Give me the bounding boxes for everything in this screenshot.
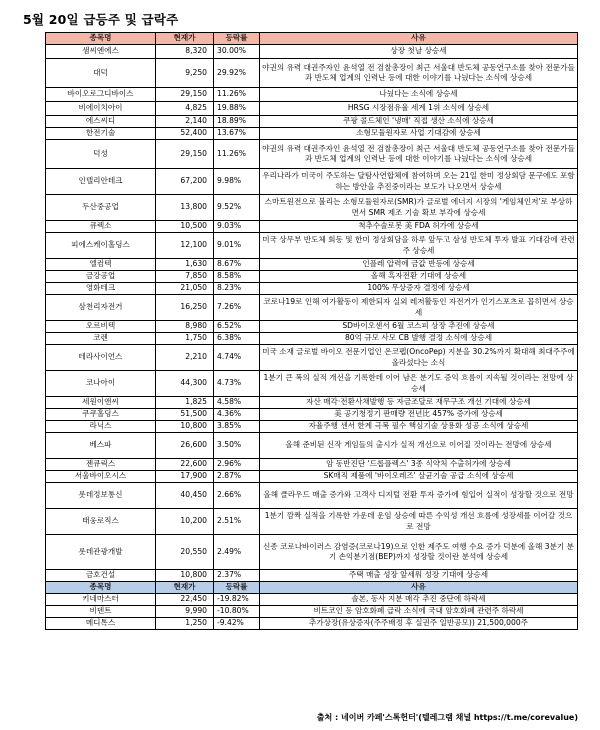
stock-price: 21,050 (156, 283, 214, 295)
stock-table (45, 32, 578, 630)
stock-rate: 4.74% (214, 345, 260, 371)
stock-name: 세원이앤씨 (46, 397, 156, 409)
stock-price: 10,800 (156, 421, 214, 433)
stock-rate: 9.98% (214, 169, 260, 195)
table-row (46, 397, 578, 409)
stock-reason: 올해 흑자전환 기대에 상승세 (260, 271, 578, 283)
stock-name: 쿠쿠홀딩스 (46, 409, 156, 421)
stock-price: 7,850 (156, 271, 214, 283)
stock-reason: 쿠팡 콜드체인 '냉매' 직접 생산 소식에 상승세 (260, 116, 578, 128)
table-row (46, 321, 578, 333)
table-row (46, 509, 578, 535)
header-reason: 사유 (260, 33, 578, 45)
stock-price: 44,300 (156, 371, 214, 397)
gainers-header-row (46, 33, 578, 45)
stock-reason: 우리나라가 미국이 주도하는 달탐사연합체에 참여하며 오는 21일 한미 정상회담 문구에도 포함하는 방안을 추진중이라는 보도가 나오면서 상승세 (260, 169, 578, 195)
stock-rate: 6.38% (214, 333, 260, 345)
stock-price: 17,900 (156, 471, 214, 483)
stock-price: 13,800 (156, 195, 214, 221)
stock-name: 샘씨엔에스 (46, 45, 156, 59)
stock-price: 20,550 (156, 535, 214, 570)
stock-name: 라닉스 (46, 421, 156, 433)
stock-rate: 3.85% (214, 421, 260, 433)
table-row (46, 535, 578, 570)
stock-rate: 8.67% (214, 259, 260, 271)
stock-rate: -19.82% (214, 594, 260, 606)
stock-rate: 30.00% (214, 45, 260, 59)
stock-price: 10,200 (156, 509, 214, 535)
stock-rate: 19.88% (214, 102, 260, 116)
page-title: 5월 20일 급등주 및 급락주 (23, 12, 179, 27)
stock-name: 오르비텍 (46, 321, 156, 333)
stock-rate: 3.50% (214, 433, 260, 459)
stock-rate: 4.73% (214, 371, 260, 397)
table-row (46, 371, 578, 397)
stock-reason: 인플레 압력에 금값 반등에 상승세 (260, 259, 578, 271)
stock-price: 1,825 (156, 397, 214, 409)
stock-name: 베스파 (46, 433, 156, 459)
stock-rate: 13.67% (214, 128, 260, 140)
stock-rate: 9.52% (214, 195, 260, 221)
stock-price: 29,150 (156, 140, 214, 169)
stock-name: 롯데관광개발 (46, 535, 156, 570)
stock-reason: 신종 코로나바이러스 감염증(코로나19)으로 인한 제주도 여행 수요 증가 덕분에 올해 3분기 분기 손익분기점(BEP)까지 성장할 것이란 분석에 상승세 (260, 535, 578, 570)
stock-rate: 2.96% (214, 459, 260, 471)
table-row (46, 295, 578, 321)
table-row (46, 140, 578, 169)
stock-rate: 4.36% (214, 409, 260, 421)
stock-rate: 11.26% (214, 88, 260, 102)
stock-price: 22,450 (156, 594, 214, 606)
stock-reason: 나눴다는 소식에 상승세 (260, 88, 578, 102)
stock-rate: 7.26% (214, 295, 260, 321)
losers-header-row (46, 582, 578, 594)
table-row (46, 59, 578, 88)
stock-reason: 미국 상무부 반도체 회동 및 한미 정상회담을 하루 앞두고 삼성 반도체 투자 발표 기대감에 관련주 상승세 (260, 233, 578, 259)
stock-reason: HRSG 시장점유율 세계 1위 소식에 상승세 (260, 102, 578, 116)
table-row (46, 483, 578, 509)
header-price: 현재가 (156, 33, 214, 45)
stock-name: 에스씨디 (46, 116, 156, 128)
source-note: 출처 : 네이버 카페'스톡헌터'(텔레그램 채널 https://t.me/corevalue) (316, 713, 578, 722)
stock-reason: 척추수술로봇 美 FDA 허가에 상승세 (260, 221, 578, 233)
stock-rate: -9.42% (214, 618, 260, 630)
table-row (46, 421, 578, 433)
stock-rate: 29.92% (214, 59, 260, 88)
stock-price: 52,400 (156, 128, 214, 140)
stock-price: 1,750 (156, 333, 214, 345)
stock-rate: 2.49% (214, 535, 260, 570)
stock-price: 10,500 (156, 221, 214, 233)
stock-reason: 소형모듈원자로 사업 기대감에 상승세 (260, 128, 578, 140)
table-row (46, 116, 578, 128)
stock-name: 코렌 (46, 333, 156, 345)
stock-rate: 9.01% (214, 233, 260, 259)
table-row (46, 45, 578, 59)
stock-reason: 스마트원전으로 불리는 소형모듈원자로(SMR)가 글로벌 에너지 시장의 '게임체인저'로 부상하면서 SMR 제조 기술 확보 부각에 상승세 (260, 195, 578, 221)
stock-reason: 1분기 큰 폭의 실적 개선을 기록한데 이어 남은 분기도 증익 흐름이 지속될 것이라는 전망에 상승세 (260, 371, 578, 397)
table-row (46, 459, 578, 471)
stock-price: 40,450 (156, 483, 214, 509)
stock-price: 1,630 (156, 259, 214, 271)
stock-name: 비에이치아이 (46, 102, 156, 116)
stock-reason: 주택 매출 성장 앞세워 성장 기대에 상승세 (260, 570, 578, 582)
stock-name: 인텔리안테크 (46, 169, 156, 195)
stock-name: 금강공업 (46, 271, 156, 283)
table-row (46, 606, 578, 618)
stock-rate: 4.58% (214, 397, 260, 409)
stock-name: 바이오로그디바이스 (46, 88, 156, 102)
losers-header-rate: 등락률 (214, 582, 260, 594)
stock-name: 덕성 (46, 140, 156, 169)
stock-name: 한전기술 (46, 128, 156, 140)
table-row (46, 409, 578, 421)
stock-name: 영화테크 (46, 283, 156, 295)
stock-reason: 야권의 유력 대권주자인 윤석열 전 검찰총장이 최근 서울대 반도체 공동연구소를 찾아 전문가들과 반도체 업계의 인력난 등에 대한 이야기를 나눴다는 소식에 상승세 (260, 59, 578, 88)
stock-rate: 9.03% (214, 221, 260, 233)
stock-reason: 美 공기청정기 판매량 전년比 457% 증가에 상승세 (260, 409, 578, 421)
stock-name: 롯데정보통신 (46, 483, 156, 509)
stock-price: 26,600 (156, 433, 214, 459)
stock-rate: 8.58% (214, 271, 260, 283)
stock-reason: SD바이오센서 6월 코스피 상장 추진에 상승세 (260, 321, 578, 333)
stock-reason: 추가상장(유상증자(주주배정 후 실권주 일반공모)) 21,500,000주 (260, 618, 578, 630)
stock-reason: 1분기 깜짝 실적을 기록한 가운데 운임 상승에 따른 수익성 개선 흐름에 성장세를 이어갈 것으로 전망 (260, 509, 578, 535)
header-rate: 등락률 (214, 33, 260, 45)
stock-reason: 솔본, 동사 지분 매각 추진 중단에 하락세 (260, 594, 578, 606)
table-row (46, 128, 578, 140)
stock-reason: 미국 소재 글로벌 바이오 전문기업인 온코펩(OncoPep) 지분을 30.2%까지 확대해 최대주주에 올라섰다는 소식 (260, 345, 578, 371)
stock-rate: 2.51% (214, 509, 260, 535)
table-row (46, 333, 578, 345)
stock-reason: 올해 클라우드 매출 증가와 고객사 디지털 전환 투자 증가에 힘입어 실적이 성장할 것으로 전망 (260, 483, 578, 509)
stock-name: 키네마스터 (46, 594, 156, 606)
stock-name: 큐렉소 (46, 221, 156, 233)
stock-rate: 11.26% (214, 140, 260, 169)
table-row (46, 345, 578, 371)
table-row (46, 259, 578, 271)
stock-rate: 2.87% (214, 471, 260, 483)
stock-price: 51,500 (156, 409, 214, 421)
stock-name: 테라사이언스 (46, 345, 156, 371)
stock-reason: 비트코인 등 암호화폐 급락 소식에 국내 암호화폐 관련주 하락세 (260, 606, 578, 618)
gainers-body (46, 45, 578, 582)
losers-header-price: 현재가 (156, 582, 214, 594)
stock-reason: 자산 매각·전환사채발행 등 자금조달로 재무구조 개선 기대에 상승세 (260, 397, 578, 409)
losers-header-name: 종목명 (46, 582, 156, 594)
table-row (46, 221, 578, 233)
table-row (46, 283, 578, 295)
stock-rate: -10.80% (214, 606, 260, 618)
table-row (46, 102, 578, 116)
stock-price: 16,250 (156, 295, 214, 321)
stock-name: 금호건설 (46, 570, 156, 582)
stock-rate: 8.23% (214, 283, 260, 295)
table-row (46, 471, 578, 483)
stock-name: 젠큐릭스 (46, 459, 156, 471)
table-row (46, 570, 578, 582)
table-row (46, 271, 578, 283)
stock-price: 8,980 (156, 321, 214, 333)
stock-name: 서울바이오시스 (46, 471, 156, 483)
stock-price: 22,600 (156, 459, 214, 471)
stock-price: 4,825 (156, 102, 214, 116)
table-row (46, 169, 578, 195)
stock-reason: 코로나19로 인해 여가활동이 제한되자 실외 레저활동인 자전거가 인기스포츠로 꼽히면서 상승세 (260, 295, 578, 321)
stock-name: 비덴트 (46, 606, 156, 618)
stock-price: 1,250 (156, 618, 214, 630)
stock-price: 8,320 (156, 45, 214, 59)
stock-name: 코나아이 (46, 371, 156, 397)
stock-reason: 야권의 유력 대권주자인 윤석열 전 검찰총장이 최근 서울대 반도체 공동연구소를 찾아 전문가들과 반도체 업계의 인력난 등에 대한 이야기를 나눴다는 소식에 상승세 (260, 140, 578, 169)
table-row (46, 88, 578, 102)
stock-price: 67,200 (156, 169, 214, 195)
losers-header-reason: 사유 (260, 582, 578, 594)
stock-reason: 80억 규모 사모 CB 발행 결정 소식에 상승세 (260, 333, 578, 345)
stock-name: 엘컴텍 (46, 259, 156, 271)
stock-price: 2,210 (156, 345, 214, 371)
stock-name: 피에스케이홀딩스 (46, 233, 156, 259)
stock-reason: 암 동반진단 '드롭플렉스' 3종 식약처 수출허가에 상승세 (260, 459, 578, 471)
stock-name: 대덕 (46, 59, 156, 88)
table-row (46, 433, 578, 459)
stock-name: 태웅로직스 (46, 509, 156, 535)
stock-rate: 2.66% (214, 483, 260, 509)
stock-name: 두산중공업 (46, 195, 156, 221)
stock-price: 9,250 (156, 59, 214, 88)
table-row (46, 594, 578, 606)
stock-reason: 상장 첫날 상승세 (260, 45, 578, 59)
stock-rate: 6.52% (214, 321, 260, 333)
stock-price: 9,990 (156, 606, 214, 618)
header-name: 종목명 (46, 33, 156, 45)
stock-price: 12,100 (156, 233, 214, 259)
stock-name: 메디톡스 (46, 618, 156, 630)
stock-name: 삼천리자전거 (46, 295, 156, 321)
table-row (46, 195, 578, 221)
stock-rate: 18.89% (214, 116, 260, 128)
table-row (46, 233, 578, 259)
stock-reason: 자율주행 센서 한계 극복 필수 핵심기술 상용화 성공 소식에 상승세 (260, 421, 578, 433)
stock-price: 10,800 (156, 570, 214, 582)
stock-price: 2,140 (156, 116, 214, 128)
stock-reason: 올해 준비된 신작 게임들의 출시가 실적 개선으로 이어질 것이라는 전망에 상승세 (260, 433, 578, 459)
table-row (46, 618, 578, 630)
losers-body (46, 582, 578, 630)
stock-reason: SK매직 제품에 '바이오레즈' 살균기술 공급 소식에 상승세 (260, 471, 578, 483)
stock-price: 29,150 (156, 88, 214, 102)
stock-reason: 100% 무상증자 결정에 상승세 (260, 283, 578, 295)
stock-rate: 2.37% (214, 570, 260, 582)
